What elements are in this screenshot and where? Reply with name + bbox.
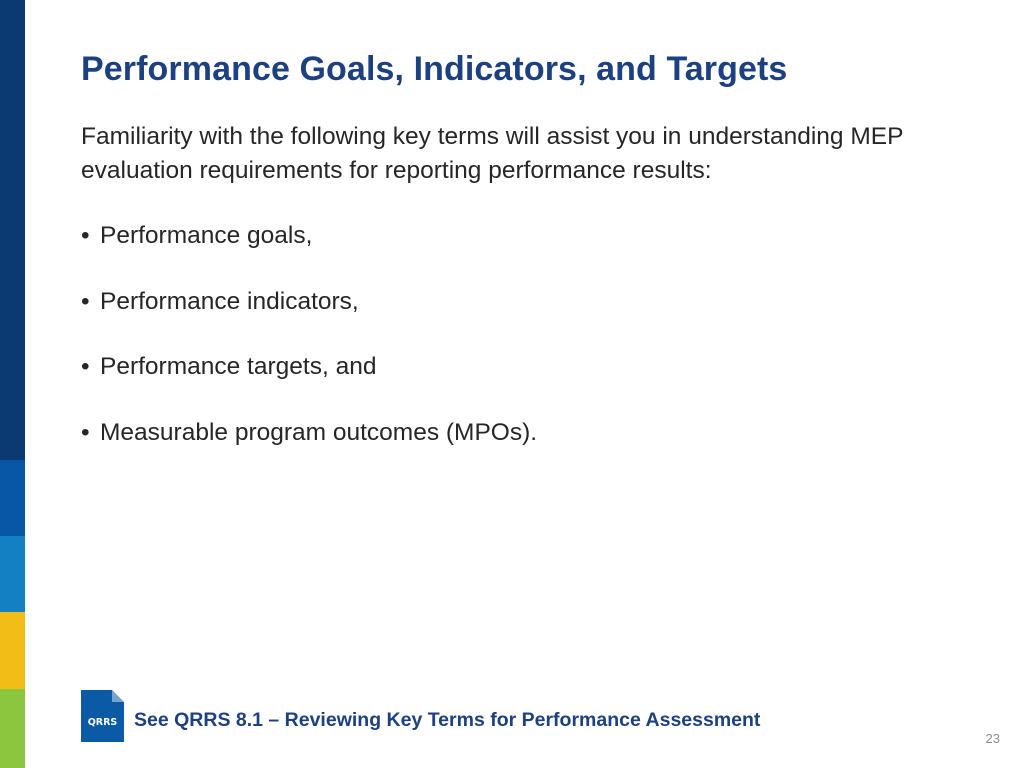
side-accent-navy [0, 0, 25, 460]
list-item-text: Performance goals, [100, 222, 313, 249]
list-item-text: Performance indicators, [100, 287, 359, 315]
page-number: 23 [985, 731, 1000, 746]
key-terms-list [81, 219, 537, 481]
side-accent-blue [0, 460, 25, 536]
bullet-symbol: • [81, 287, 90, 315]
document-icon-label: QRRS [87, 717, 118, 728]
side-accent-light-blue [0, 536, 25, 612]
bullet-symbol: • [81, 222, 90, 249]
list-item [81, 350, 537, 416]
intro-paragraph: Familiarity with the following key terms will assist you in understanding MEP evaluation requirements for reporting performance results: [81, 123, 903, 184]
list-item [81, 416, 537, 482]
side-accent-yellow [0, 612, 25, 689]
list-item-text: Measurable program outcomes (MPOs). [100, 418, 538, 446]
reference-note [81, 690, 760, 742]
side-accent-green [0, 689, 25, 768]
bullet-symbol: • [81, 418, 90, 446]
slide-title: Performance Goals, Indicators, and Targets [81, 50, 788, 88]
side-accent-bar [0, 0, 25, 768]
bullet-symbol: • [81, 353, 90, 380]
list-item-text: Performance targets, and [100, 353, 377, 380]
document-icon [81, 690, 124, 742]
reference-link-text: See QRRS 8.1 – Reviewing Key Terms for Performance Assessment [134, 708, 761, 731]
list-item [81, 285, 537, 351]
list-item [81, 219, 537, 285]
